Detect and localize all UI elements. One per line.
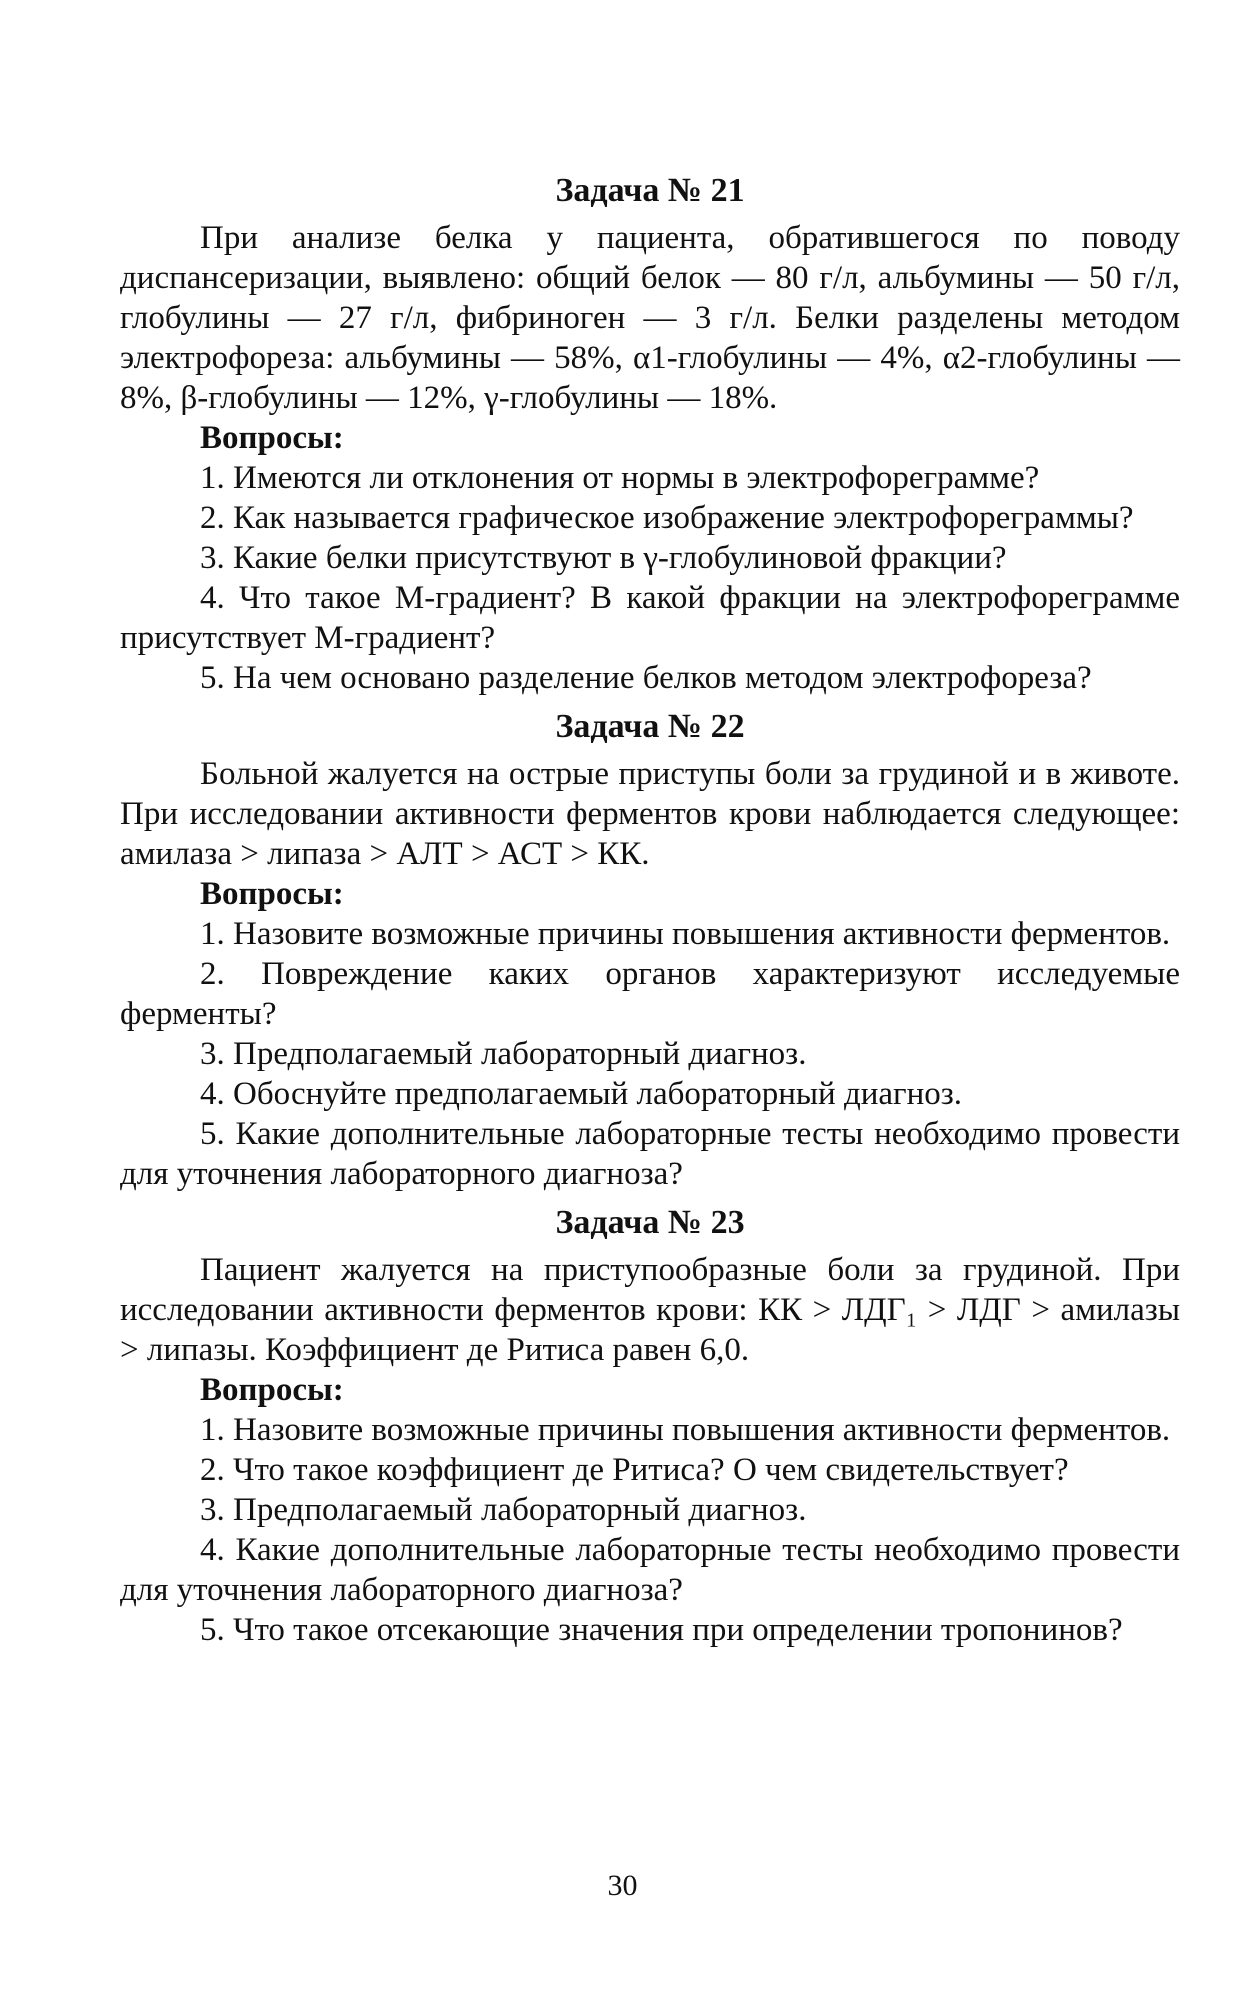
question-item: 5. Что такое отсекающие значения при определении тропонинов? bbox=[200, 1612, 1123, 1648]
task-21 bbox=[120, 168, 1180, 698]
task-23 bbox=[120, 1200, 1180, 1650]
question-item: 4. Какие дополнительные лабораторные тесты необходимо провести для уточнения лабораторного диагноза? bbox=[120, 1532, 1180, 1608]
question-item: 2. Что такое коэффициент де Ритиса? О чем свидетельствует? bbox=[200, 1452, 1069, 1488]
question-item: 4. Обоснуйте предполагаемый лабораторный диагноз. bbox=[200, 1076, 963, 1112]
questions-list bbox=[120, 1410, 1180, 1650]
question-item: 2. Повреждение каких органов характеризуют исследуемые ферменты? bbox=[120, 956, 1180, 1032]
questions-heading: Вопросы: bbox=[200, 876, 344, 912]
question-item: 5. Какие дополнительные лабораторные тесты необходимо провести для уточнения лабораторного диагноза? bbox=[120, 1116, 1180, 1192]
question-item: 3. Предполагаемый лабораторный диагноз. bbox=[200, 1036, 807, 1072]
question-item: 2. Как называется графическое изображение электрофореграммы? bbox=[200, 500, 1134, 536]
task-text: При анализе белка у пациента, обратившегося по поводу диспансеризации, выявлено: общий белок — 80 г/л, альбумины — 50 г/л, глобулины — 27 г/л, фибриноген — 3 г/л. Белки разделены методом электрофореза: альбумины — 58%, α1-глобулины — 4%, α2-глобулины — 8%, β-глобулины — 12%, γ-глобулины — 18%. bbox=[120, 220, 1180, 416]
task-title: Задача № 23 bbox=[555, 1204, 745, 1241]
questions-heading: Вопросы: bbox=[200, 420, 344, 456]
question-item: 3. Какие белки присутствуют в γ-глобулиновой фракции? bbox=[200, 540, 1007, 576]
question-item: 1. Назовите возможные причины повышения активности ферментов. bbox=[200, 1412, 1171, 1448]
task-text: Пациент жалуется на приступообразные боли за грудиной. При исследовании активности ферментов крови: КК > ЛДГ₁ > ЛДГ > амилазы > липазы. Коэффициент де Ритиса равен 6,0. bbox=[120, 1252, 1180, 1368]
task-title: Задача № 22 bbox=[555, 708, 745, 745]
questions-list bbox=[120, 914, 1180, 1194]
questions-heading: Вопросы: bbox=[200, 1372, 344, 1408]
question-item: 5. На чем основано разделение белков методом электрофореза? bbox=[200, 660, 1092, 696]
question-item: 4. Что такое М-градиент? В какой фракции на электрофореграмме присутствует М-градиент? bbox=[120, 580, 1180, 656]
question-item: 1. Назовите возможные причины повышения активности ферментов. bbox=[200, 916, 1171, 952]
page-content bbox=[120, 168, 1180, 1656]
page-number: 30 bbox=[607, 1869, 638, 1902]
question-item: 3. Предполагаемый лабораторный диагноз. bbox=[200, 1492, 807, 1528]
questions-list bbox=[120, 458, 1180, 698]
task-title: Задача № 21 bbox=[555, 172, 745, 209]
task-22 bbox=[120, 704, 1180, 1194]
question-item: 1. Имеются ли отклонения от нормы в электрофореграмме? bbox=[200, 460, 1040, 496]
task-text: Больной жалуется на острые приступы боли за грудиной и в животе. При исследовании активности ферментов крови наблюдается следующее: амилаза > липаза > АЛТ > АСТ > КК. bbox=[120, 756, 1180, 872]
